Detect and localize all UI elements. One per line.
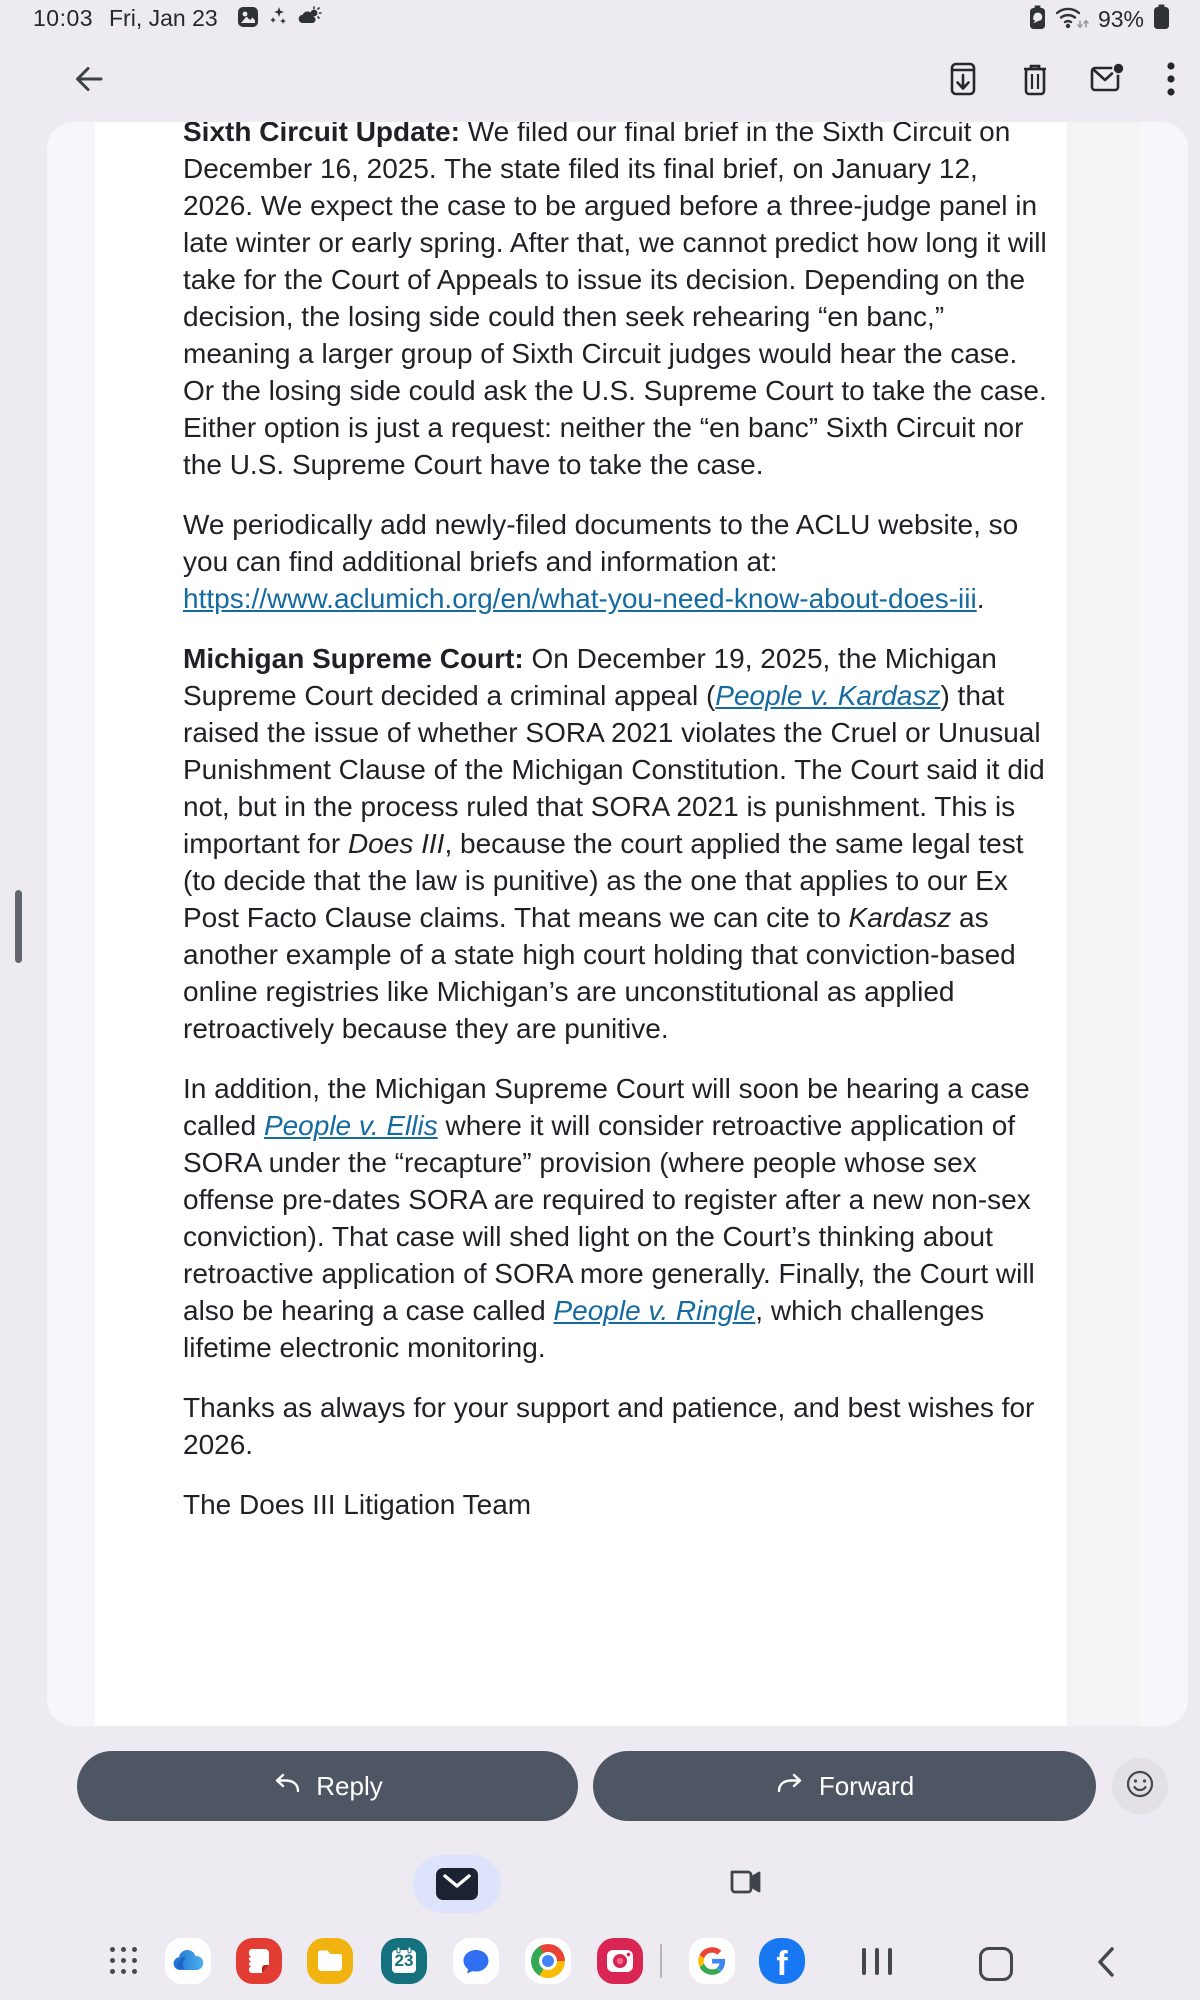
email-link[interactable]: People v. Ringle — [553, 1295, 756, 1326]
battery-percent: 93% — [1097, 6, 1144, 32]
more-options-button[interactable] — [1156, 56, 1186, 102]
back-button[interactable] — [66, 56, 112, 102]
chrome-app-icon[interactable] — [525, 1938, 571, 1984]
email-link[interactable]: https://www.aclumich.org/en/what-you-need-know-about-does-iii — [183, 583, 977, 614]
video-camera-icon — [727, 1864, 765, 1905]
facebook-f-glyph: f — [776, 1945, 788, 1983]
home-button[interactable] — [979, 1947, 1013, 1981]
battery-saver-icon — [1029, 5, 1046, 35]
calendar-day-number: 23 — [394, 1951, 414, 1970]
status-date: Fri, Jan 23 — [109, 5, 218, 31]
email-paragraph: We periodically add newly-filed documents to the ACLU website, so you can find additional briefs and information at: https://www.aclumich.org/en/what-you-need-know-about-does-iii. — [183, 509, 1019, 614]
mark-unread-button[interactable] — [1084, 56, 1130, 102]
email-paragraph: Sixth Circuit Update: We filed our final brief in the Sixth Circuit on December 16, 2025. The state filed its final brief, on January 12, 2026. We expect the case to be argued before a three-judge panel in late winter or early spring. After that, we cannot predict how long it will take for the Court of Appeals to issue its decision. Depending on the decision, the losing side could then seek rehearing “en banc,” meaning a larger group of Sixth Circuit judges would hear the case. Or the losing side could ask the U.S. Supreme Court to take the case. Either option is just a request: neither the “en banc” Sixth Circuit nor the U.S. Supreme Court have to take the case. — [183, 122, 1047, 480]
email-toolbar — [0, 36, 1200, 122]
notes-app-icon[interactable] — [236, 1938, 282, 1984]
email-link[interactable]: People v. Kardasz — [715, 680, 941, 711]
email-content-card[interactable] — [47, 122, 1188, 1726]
video-camera-button[interactable] — [727, 1866, 765, 1902]
my-files-app-icon[interactable] — [307, 1938, 353, 1984]
email-link[interactable]: People v. Ellis — [263, 1110, 438, 1141]
back-nav-button[interactable] — [1095, 1946, 1117, 1983]
forward-button[interactable] — [593, 1751, 1096, 1821]
forward-label: Forward — [818, 1770, 915, 1801]
email-paragraph: Thanks as always for your support and patience, and best wishes for 2026. — [183, 1392, 1035, 1460]
battery-icon — [1153, 4, 1170, 35]
facebook-app-icon[interactable] — [759, 1938, 805, 1984]
cloud-app-icon[interactable] — [165, 1938, 211, 1984]
email-paragraph: The Does III Litigation Team — [183, 1489, 532, 1520]
messages-app-icon[interactable] — [453, 1938, 499, 1984]
delete-button[interactable] — [1012, 56, 1058, 102]
camera-photo-app-icon[interactable] — [597, 1938, 643, 1984]
email-paragraph: Michigan Supreme Court: On December 19, 2025, the Michigan Supreme Court decided a criminal appeal (People v. Kardasz) that raised the issue of whether SORA 2021 violates the Cruel or Unusual Punishment Clause of the Michigan Constitution. The Court said it did not, but in the process ruled that SORA 2021 is punishment. This is important for Does III, because the court applied the same legal test (to decide that the law is punitive) as the one that applies to our Ex Post Facto Clause claims. That means we can cite to Kardasz as another example of a state high court holding that conviction-based online registries like Michigan’s are unconstitutional as applied retroactively because they are punitive. — [183, 643, 1045, 1044]
emoji-button[interactable] — [1112, 1758, 1168, 1814]
weather-icon — [298, 6, 320, 28]
sparkles-icon — [268, 6, 290, 28]
email-body-webview — [95, 122, 1140, 1726]
clock: 10:03 — [33, 5, 94, 31]
reply-button[interactable] — [77, 1751, 578, 1821]
forward-arrow-icon — [775, 1771, 805, 1802]
active-app-pill[interactable] — [413, 1855, 501, 1913]
reply-arrow-icon — [272, 1771, 302, 1802]
emoji-icon — [1125, 1769, 1155, 1804]
taskbar — [0, 1930, 1200, 2000]
status-indicators — [1029, 4, 1170, 35]
archive-button[interactable] — [940, 56, 986, 102]
email-paragraphs — [183, 122, 1051, 1546]
webview-margin — [1067, 122, 1140, 1726]
taskbar-divider — [660, 1944, 662, 1978]
reply-label: Reply — [316, 1770, 383, 1801]
calendar-app-icon[interactable] — [381, 1938, 427, 1984]
screenshot-icon — [237, 6, 259, 28]
edge-panel-handle[interactable] — [15, 890, 22, 963]
recents-button[interactable] — [862, 1948, 892, 1975]
wifi-icon — [1055, 4, 1089, 35]
app-drawer-button[interactable] — [110, 1947, 138, 1975]
google-app-icon[interactable] — [689, 1938, 735, 1984]
email-paragraph: In addition, the Michigan Supreme Court will soon be hearing a case called People v. Ellis where it will consider retroactive application of SORA under the “recapture” provision (where people whose sex offense pre-dates SORA are required to register after a new non-sex conviction). That case will shed light on the Court’s thinking about retroactive application of SORA more generally. Finally, the Court will also be hearing a case called People v. Ringle, which challenges lifetime electronic monitoring. — [183, 1073, 1035, 1363]
status-bar — [0, 0, 1200, 36]
email-app-icon — [436, 1868, 478, 1900]
